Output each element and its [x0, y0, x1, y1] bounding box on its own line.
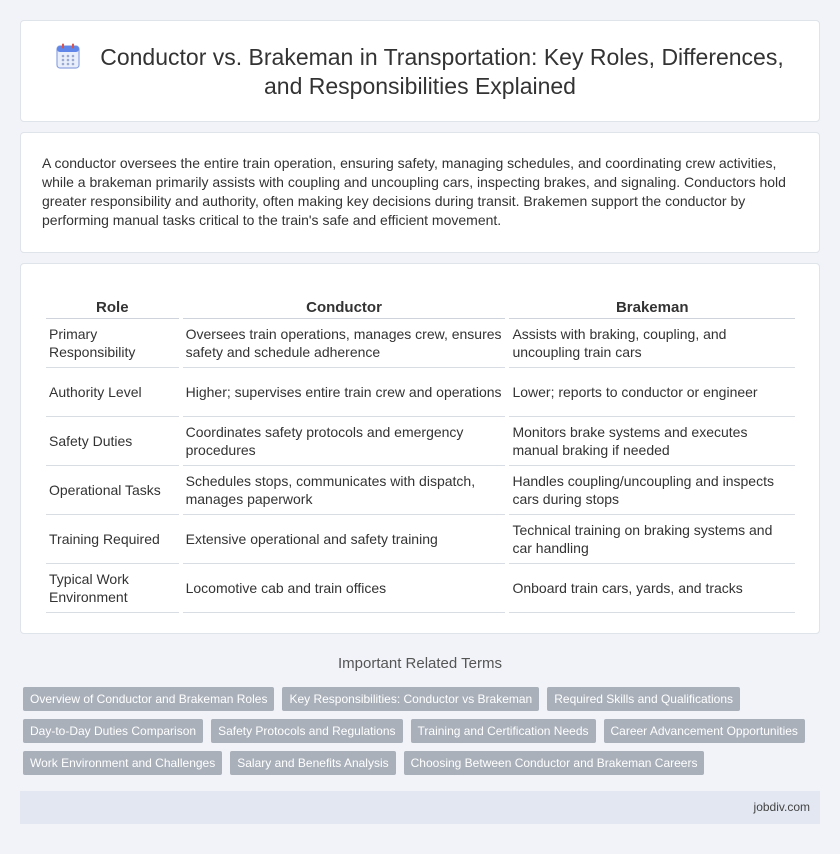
related-term-tag[interactable]: Overview of Conductor and Brakeman Roles [23, 687, 274, 711]
table-header-row [46, 297, 795, 319]
table-cell: Technical training on braking systems and car handling [509, 515, 795, 564]
related-term-tag[interactable]: Safety Protocols and Regulations [211, 719, 402, 743]
table-row [46, 417, 795, 466]
related-terms-title: Important Related Terms [338, 655, 502, 672]
related-term-tag[interactable]: Salary and Benefits Analysis [230, 751, 395, 775]
table-cell: Handles coupling/uncoupling and inspects cars during stops [509, 466, 795, 515]
tag-row [23, 719, 823, 743]
tag-row [23, 687, 823, 711]
related-term-tag[interactable]: Work Environment and Challenges [23, 751, 222, 775]
calendar-icon [56, 43, 80, 69]
table-cell: Locomotive cab and train offices [183, 564, 506, 613]
table-cell: Coordinates safety protocols and emergency procedures [183, 417, 506, 466]
table-cell: Extensive operational and safety training [183, 515, 506, 564]
comparison-card [20, 263, 820, 634]
column-header: Conductor [183, 297, 506, 319]
related-terms-tags [23, 687, 823, 783]
column-header: Role [46, 297, 179, 319]
table-row [46, 466, 795, 515]
table-cell: Oversees train operations, manages crew, ensures safety and schedule adherence [183, 319, 506, 368]
table-cell: Primary Responsibility [46, 319, 179, 368]
table-cell: Typical Work Environment [46, 564, 179, 613]
table-cell: Lower; reports to conductor or engineer [509, 368, 795, 417]
table-row [46, 564, 795, 613]
page-title-wrap [21, 43, 819, 101]
table-cell: Authority Level [46, 368, 179, 417]
table-cell: Operational Tasks [46, 466, 179, 515]
intro-text: A conductor oversees the entire train operation, ensuring safety, managing schedules, and coordinating crew activities, while a brakeman primarily assists with coupling and uncoupling cars, inspecting brakes, and signaling. Conductors hold greater responsibility and authority, often making key decisions during transit. Brakemen support the conductor by performing manual tasks critical to the train's safe and efficient movement. [42, 155, 786, 228]
related-term-tag[interactable]: Day-to-Day Duties Comparison [23, 719, 203, 743]
footer-site-link[interactable]: jobdiv.com [753, 800, 810, 814]
related-term-tag[interactable]: Key Responsibilities: Conductor vs Brakeman [282, 687, 539, 711]
table-row [46, 368, 795, 417]
table-cell: Higher; supervises entire train crew and operations [183, 368, 506, 417]
related-term-tag[interactable]: Choosing Between Conductor and Brakeman Careers [404, 751, 705, 775]
intro-card [20, 132, 820, 253]
column-header: Brakeman [509, 297, 795, 319]
related-term-tag[interactable]: Training and Certification Needs [411, 719, 596, 743]
related-term-tag[interactable]: Required Skills and Qualifications [547, 687, 740, 711]
table-cell: Onboard train cars, yards, and tracks [509, 564, 795, 613]
comparison-table [42, 297, 799, 613]
table-cell: Schedules stops, communicates with dispatch, manages paperwork [183, 466, 506, 515]
footer [20, 791, 820, 824]
related-term-tag[interactable]: Career Advancement Opportunities [604, 719, 805, 743]
table-cell: Assists with braking, coupling, and uncoupling train cars [509, 319, 795, 368]
page-title: Conductor vs. Brakeman in Transportation: Key Roles, Differences, and Responsibilities Explained [100, 44, 784, 99]
tag-row [23, 751, 823, 775]
header-card [20, 20, 820, 122]
table-row [46, 319, 795, 368]
table-cell: Monitors brake systems and executes manual braking if needed [509, 417, 795, 466]
table-cell: Training Required [46, 515, 179, 564]
table-cell: Safety Duties [46, 417, 179, 466]
table-row [46, 515, 795, 564]
